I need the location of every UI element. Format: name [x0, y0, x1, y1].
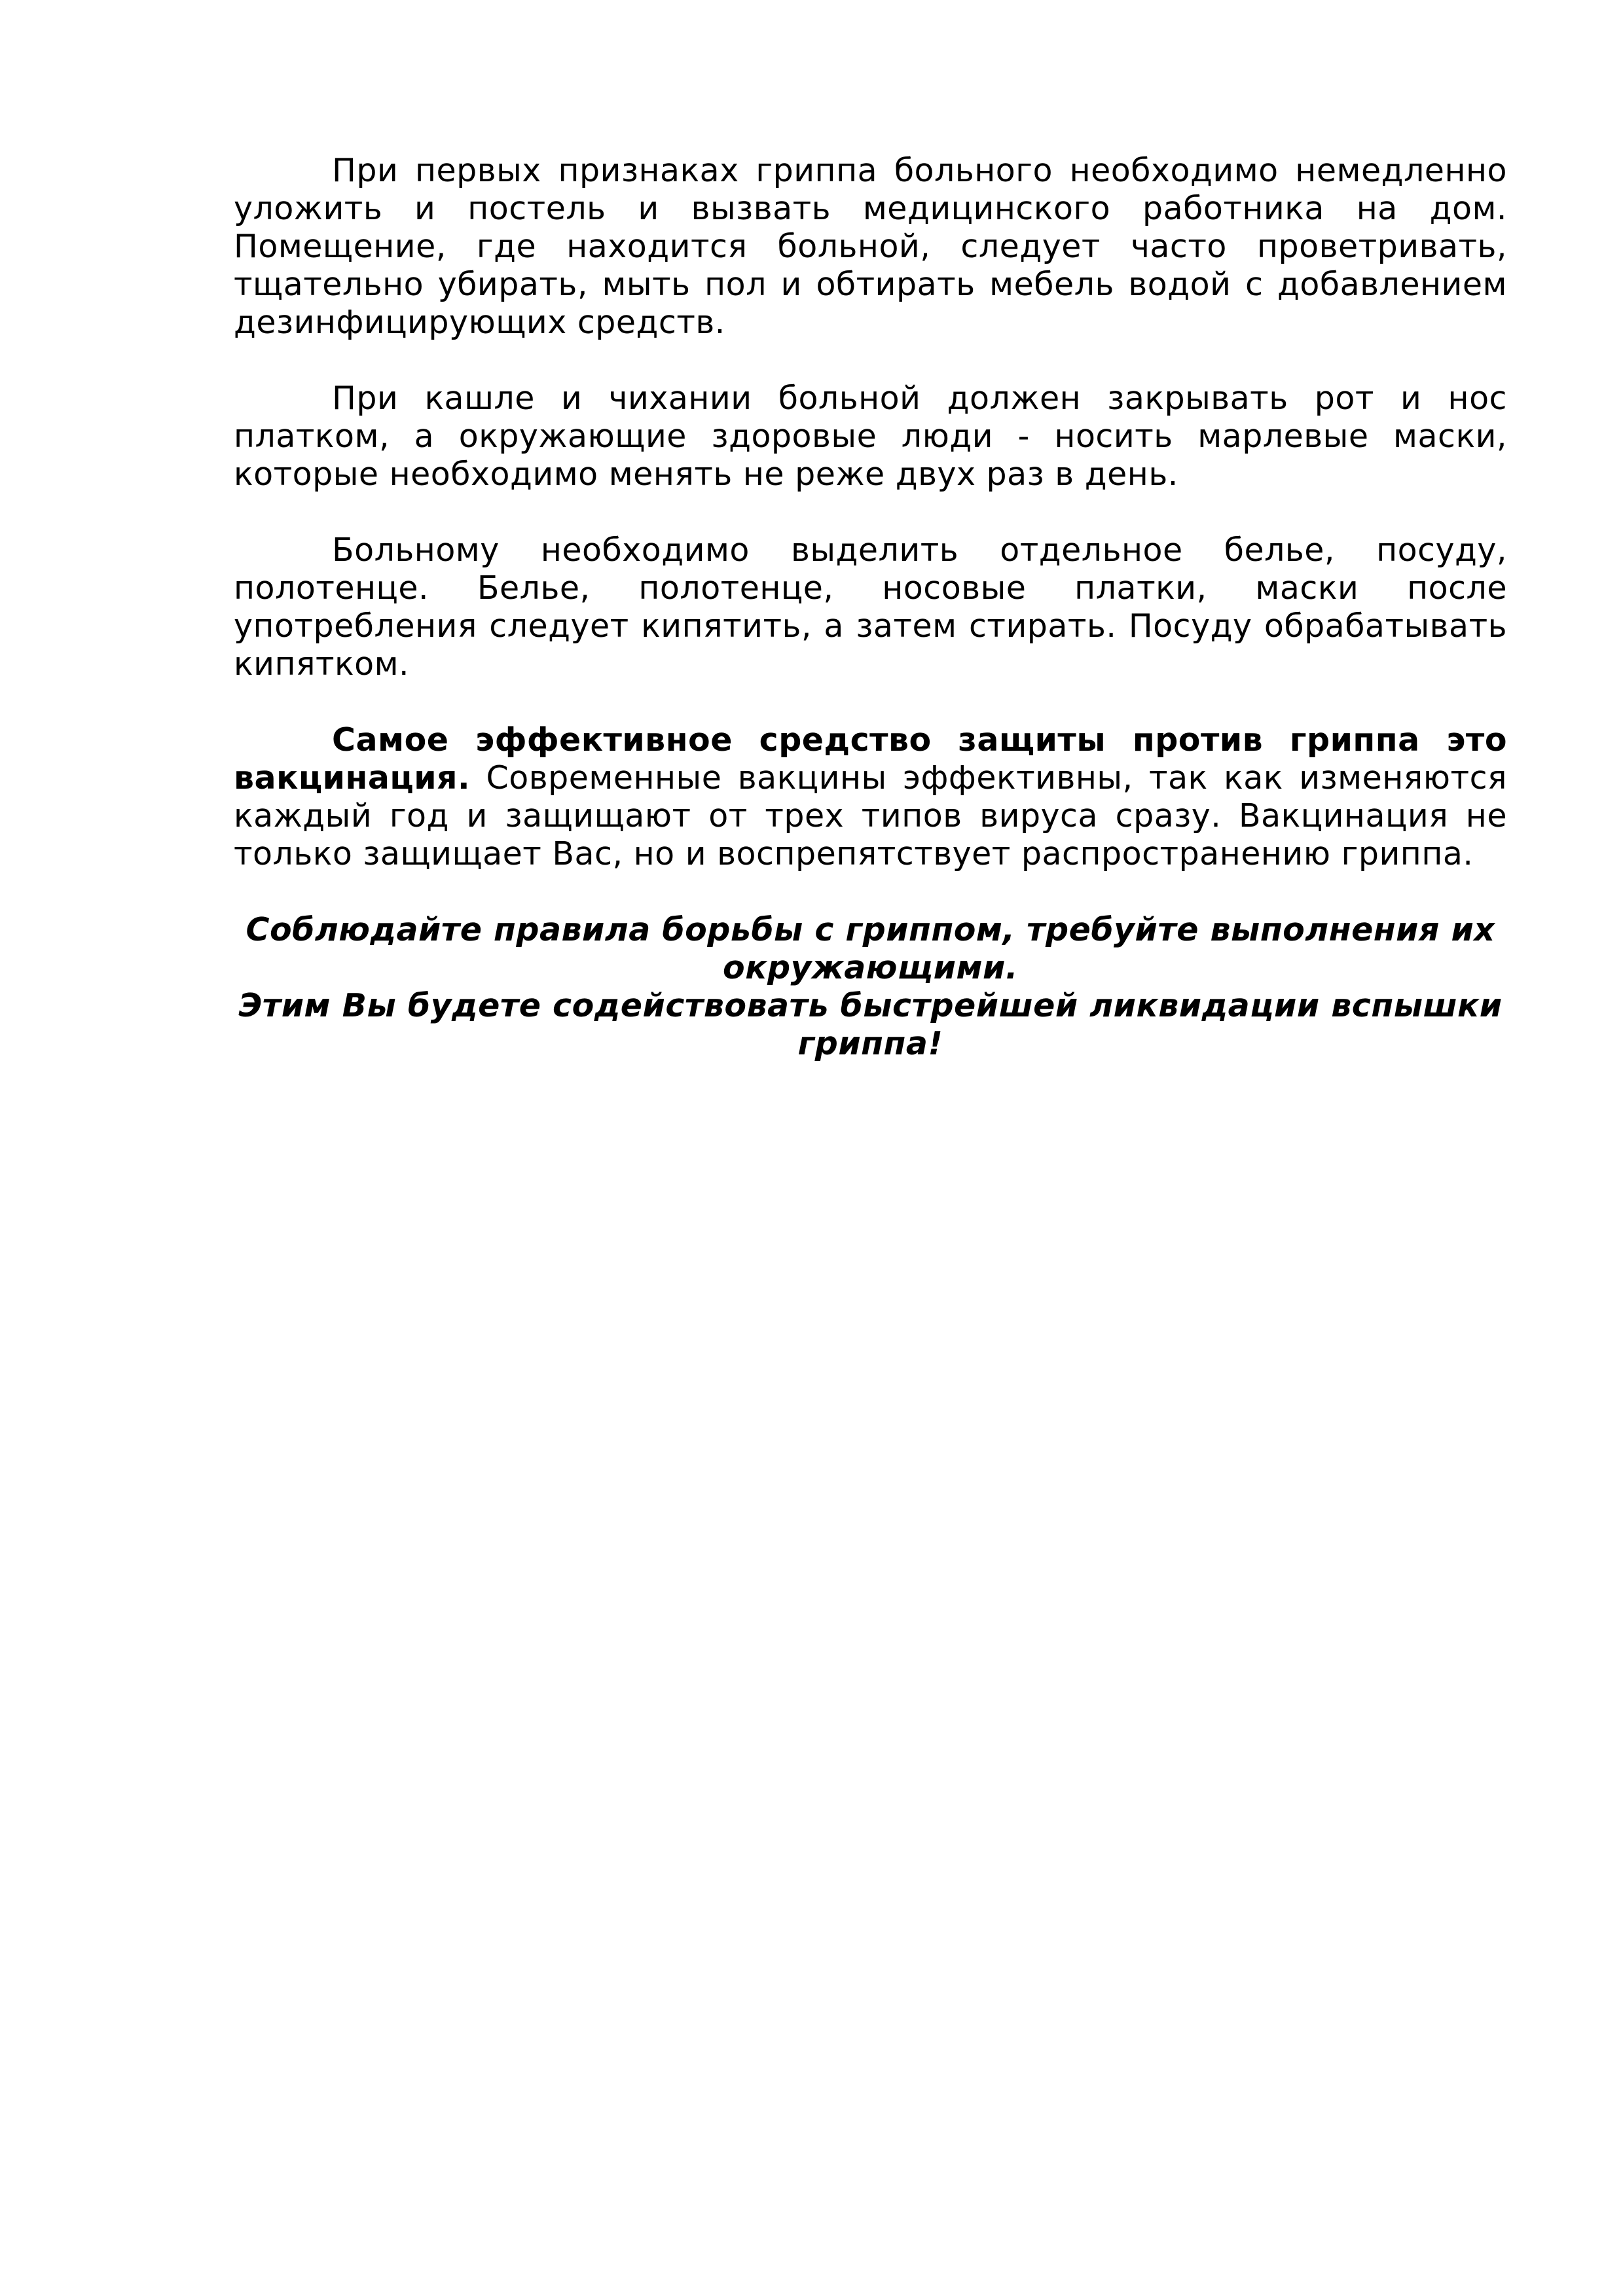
- paragraph-coughing: При кашле и чихании больной должен закрывать рот и нос платком, а окружающие здоровые люди - носить марлевые маски, которые необходимо менять не реже двух раз в день.: [234, 380, 1507, 493]
- paragraph-first-signs: При первых признаках гриппа больного необходимо немедленно уложить и постель и вызвать медицинского работника на дом. Помещение, где находится больной, следует часто проветривать, тщательно убирать, мыть пол и обтирать мебель водой с добавлением дезинфицирующих средств.: [234, 152, 1507, 341]
- vaccination-text: Современные вакцины эффективны, так как изменяются каждый год и защищают от трех типов вируса сразу. Вакцинация не только защищает Вас, но и воспрепятствует распространению гриппа.: [234, 759, 1507, 872]
- vaccination-emphasis: Самое эффективное средство защиты против гриппа это вакцинация.: [234, 721, 1507, 797]
- document-body: [234, 152, 1507, 1063]
- paragraph-vaccination: [234, 721, 1507, 873]
- paragraph-personal-items: Больному необходимо выделить отдельное белье, посуду, полотенце. Белье, полотенце, носовые платки, маски после употребления следует кипятить, а затем стирать. Посуду обрабатывать кипятком.: [234, 531, 1507, 683]
- closing-line-1: Соблюдайте правила борьбы с гриппом, требуйте выполнения их окружающими.: [246, 911, 1495, 986]
- closing-line-2: Этим Вы будете содействовать быстрейшей ликвидации вспышки гриппа!: [238, 987, 1503, 1062]
